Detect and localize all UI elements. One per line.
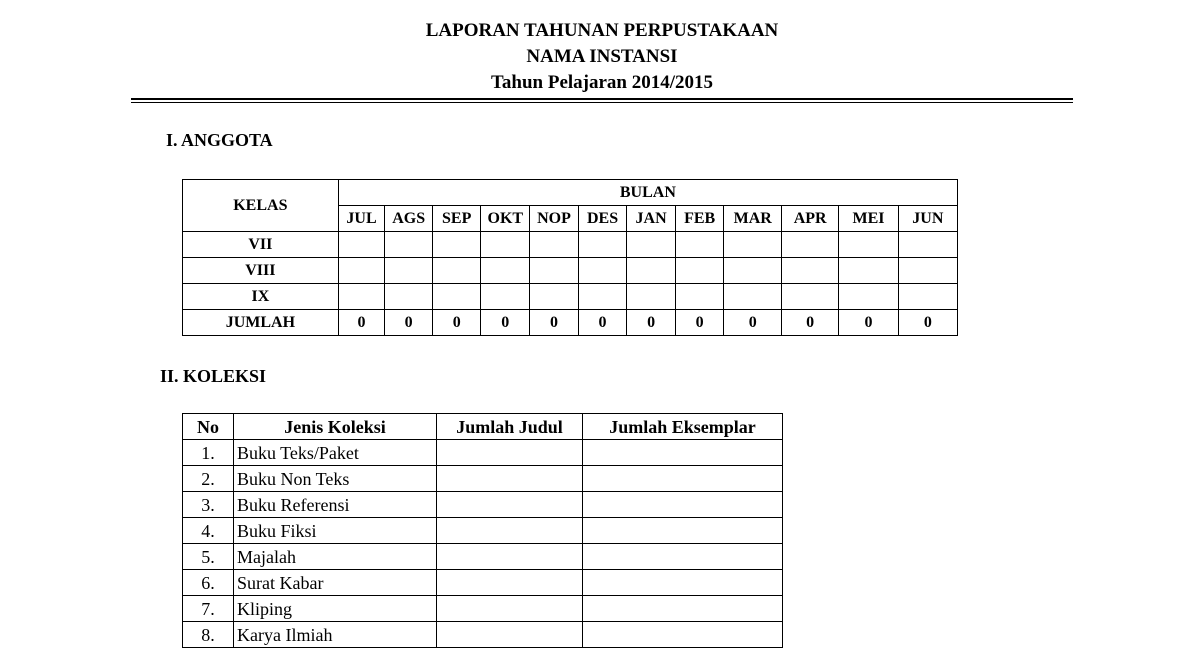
anggota-cell xyxy=(839,258,898,284)
jumlah-eksemplar-cell xyxy=(583,596,783,622)
anggota-cell xyxy=(898,232,957,258)
anggota-cell xyxy=(898,258,957,284)
anggota-cell xyxy=(385,232,433,258)
jumlah-judul-cell xyxy=(437,466,583,492)
row-number: 2. xyxy=(183,466,234,492)
row-number: 6. xyxy=(183,570,234,596)
table-row xyxy=(183,518,783,544)
anggota-cell xyxy=(338,284,385,310)
jumlah-eksemplar-cell xyxy=(583,622,783,648)
no-header: No xyxy=(183,414,234,440)
anggota-cell: 0 xyxy=(781,310,838,336)
month-header-sep: SEP xyxy=(432,206,481,232)
anggota-cell xyxy=(481,232,530,258)
anggota-cell xyxy=(432,284,481,310)
table-row xyxy=(183,284,958,310)
institution-name: NAMA INSTANSI xyxy=(526,46,678,67)
jenis-koleksi: Buku Teks/Paket xyxy=(234,440,437,466)
header-divider-thick xyxy=(131,98,1073,100)
koleksi-body xyxy=(183,440,783,648)
jenis-koleksi: Surat Kabar xyxy=(234,570,437,596)
anggota-cell xyxy=(530,284,579,310)
row-number: 5. xyxy=(183,544,234,570)
kelas-label: VII xyxy=(183,232,339,258)
jumlah-judul-cell xyxy=(437,440,583,466)
jenis-koleksi: Kliping xyxy=(234,596,437,622)
jumlah-judul-cell xyxy=(437,544,583,570)
jumlah-eksemplar-cell xyxy=(583,440,783,466)
anggota-cell xyxy=(338,232,385,258)
report-title: LAPORAN TAHUNAN PERPUSTAKAAN xyxy=(425,20,779,41)
anggota-cell: 0 xyxy=(675,310,724,336)
jenis-koleksi: Buku Non Teks xyxy=(234,466,437,492)
anggota-cell xyxy=(578,284,627,310)
row-number: 3. xyxy=(183,492,234,518)
jenis-koleksi: Karya Ilmiah xyxy=(234,622,437,648)
jenis-koleksi-header: Jenis Koleksi xyxy=(234,414,437,440)
anggota-cell xyxy=(481,284,530,310)
header-divider-thin xyxy=(131,102,1073,103)
month-header-ags: AGS xyxy=(385,206,433,232)
month-header-apr: APR xyxy=(781,206,838,232)
table-row xyxy=(183,622,783,648)
anggota-cell xyxy=(724,232,782,258)
koleksi-table xyxy=(182,413,783,648)
anggota-cell: 0 xyxy=(839,310,898,336)
jenis-koleksi: Buku Referensi xyxy=(234,492,437,518)
anggota-cell xyxy=(839,284,898,310)
section-koleksi-title: II. KOLEKSI xyxy=(160,366,267,386)
anggota-cell xyxy=(898,284,957,310)
kelas-label: IX xyxy=(183,284,339,310)
jumlah-eksemplar-cell xyxy=(583,518,783,544)
anggota-cell xyxy=(675,284,724,310)
table-row xyxy=(183,310,958,336)
anggota-cell xyxy=(627,258,676,284)
academic-year: Tahun Pelajaran 2014/2015 xyxy=(490,72,714,93)
month-header-jul: JUL xyxy=(338,206,385,232)
anggota-cell xyxy=(385,258,433,284)
jenis-koleksi: Majalah xyxy=(234,544,437,570)
jumlah-judul-cell xyxy=(437,596,583,622)
table-row xyxy=(183,544,783,570)
jumlah-judul-cell xyxy=(437,570,583,596)
anggota-cell xyxy=(781,232,838,258)
row-number: 8. xyxy=(183,622,234,648)
bulan-header: BULAN xyxy=(338,180,957,206)
kelas-header: KELAS xyxy=(183,180,339,232)
koleksi-header-row xyxy=(183,414,783,440)
month-header-jan: JAN xyxy=(627,206,676,232)
row-number: 4. xyxy=(183,518,234,544)
anggota-cell xyxy=(675,232,724,258)
anggota-cell xyxy=(724,258,782,284)
anggota-cell: 0 xyxy=(724,310,782,336)
jumlah-eksemplar-cell xyxy=(583,570,783,596)
anggota-cell xyxy=(432,258,481,284)
month-header-feb: FEB xyxy=(675,206,724,232)
table-row xyxy=(183,492,783,518)
jumlah-judul-cell xyxy=(437,518,583,544)
anggota-cell xyxy=(385,284,433,310)
anggota-cell: 0 xyxy=(338,310,385,336)
table-row xyxy=(183,232,958,258)
anggota-cell: 0 xyxy=(530,310,579,336)
table-row xyxy=(183,258,958,284)
jumlah-eksemplar-cell xyxy=(583,544,783,570)
row-number: 1. xyxy=(183,440,234,466)
report-header xyxy=(0,18,1200,96)
jumlah-judul-cell xyxy=(437,622,583,648)
anggota-cell xyxy=(481,258,530,284)
anggota-cell xyxy=(724,284,782,310)
anggota-cell xyxy=(781,258,838,284)
table-row xyxy=(183,570,783,596)
anggota-cell xyxy=(675,258,724,284)
anggota-cell xyxy=(432,232,481,258)
month-header-des: DES xyxy=(578,206,627,232)
jumlah-eksemplar-header: Jumlah Eksemplar xyxy=(583,414,783,440)
row-number: 7. xyxy=(183,596,234,622)
jumlah-eksemplar-cell xyxy=(583,492,783,518)
anggota-cell xyxy=(578,258,627,284)
anggota-cell: 0 xyxy=(627,310,676,336)
jumlah-eksemplar-cell xyxy=(583,466,783,492)
anggota-body xyxy=(183,232,958,336)
anggota-cell xyxy=(627,232,676,258)
anggota-cell: 0 xyxy=(578,310,627,336)
anggota-cell: 0 xyxy=(481,310,530,336)
jumlah-judul-cell xyxy=(437,492,583,518)
anggota-cell xyxy=(578,232,627,258)
anggota-cell xyxy=(839,232,898,258)
table-row xyxy=(183,466,783,492)
anggota-cell: 0 xyxy=(898,310,957,336)
table-row xyxy=(183,440,783,466)
table-row xyxy=(183,596,783,622)
jumlah-judul-header: Jumlah Judul xyxy=(437,414,583,440)
anggota-cell: 0 xyxy=(385,310,433,336)
anggota-cell xyxy=(627,284,676,310)
month-header-okt: OKT xyxy=(481,206,530,232)
jenis-koleksi: Buku Fiksi xyxy=(234,518,437,544)
month-header-mar: MAR xyxy=(724,206,782,232)
section-anggota-title: I. ANGGOTA xyxy=(166,130,273,150)
month-header-jun: JUN xyxy=(898,206,957,232)
month-header-mei: MEI xyxy=(839,206,898,232)
anggota-table xyxy=(182,179,958,336)
month-header-nop: NOP xyxy=(530,206,579,232)
anggota-cell xyxy=(338,258,385,284)
kelas-label: JUMLAH xyxy=(183,310,339,336)
anggota-cell xyxy=(530,258,579,284)
kelas-label: VIII xyxy=(183,258,339,284)
anggota-cell xyxy=(781,284,838,310)
anggota-cell: 0 xyxy=(432,310,481,336)
anggota-cell xyxy=(530,232,579,258)
